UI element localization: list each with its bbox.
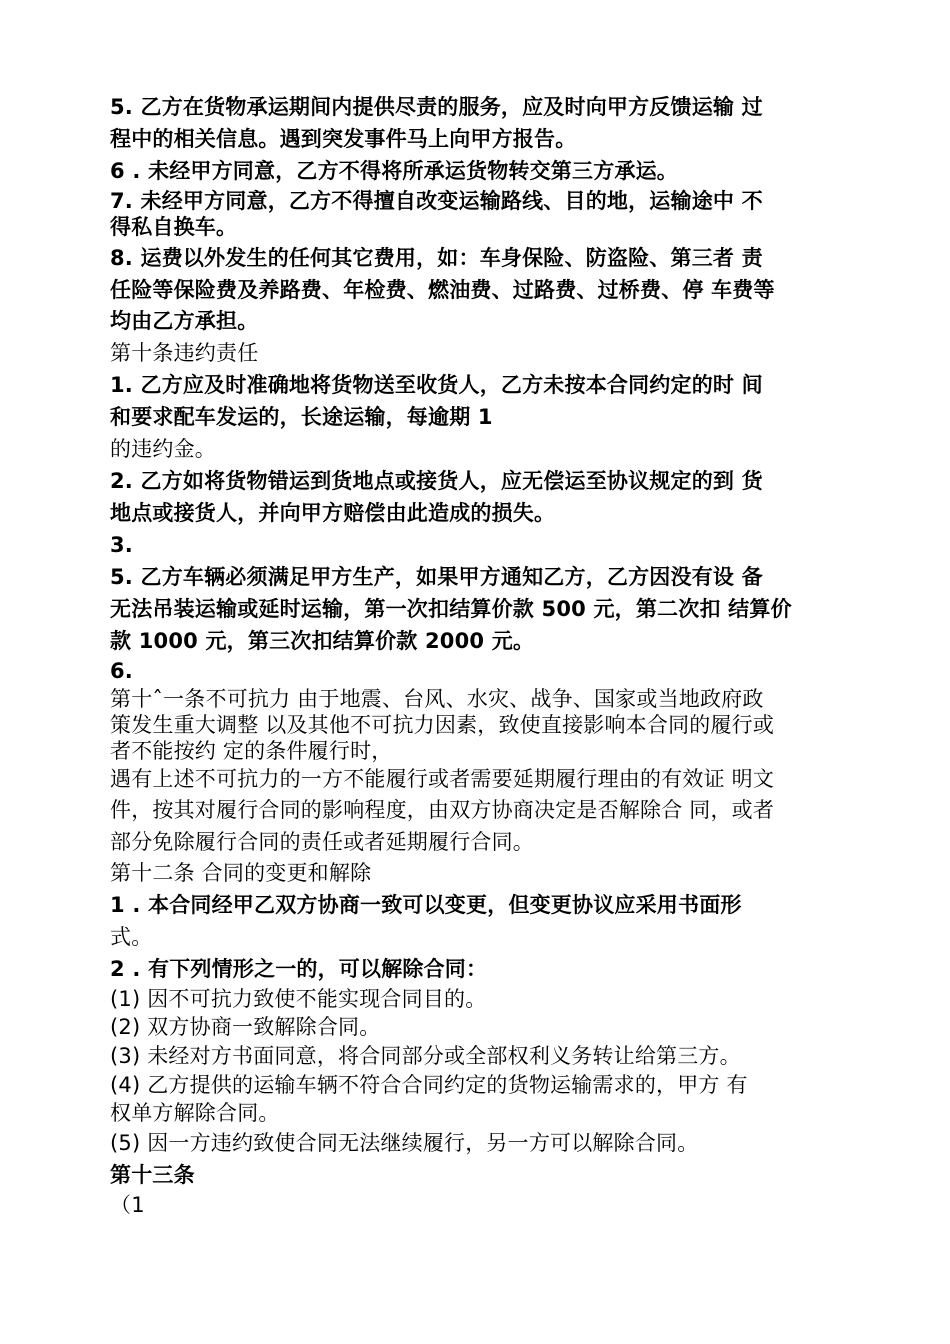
text-line: 策发生重大调整 以及其他不可抗力因素，致使直接影响本合同的履行或: [110, 713, 775, 737]
text-line: 6 . 未经甲方同意，乙方不得将所承运货物转交第三方承运。: [110, 159, 679, 183]
section-heading: 第十二条 合同的变更和解除: [110, 861, 372, 885]
list-item: (3) 未经对方书面同意，将合同部分或全部权利义务转让给第三方。: [110, 1044, 741, 1068]
text-line: 7. 未经甲方同意，乙方不得擅自改变运输路线、目的地，运输途中 不: [110, 189, 763, 213]
text-line: （1: [110, 1193, 145, 1217]
text-line: 3.: [110, 533, 133, 557]
text-line: 8. 运费以外发生的任何其它费用，如：车身保险、防盗险、第三者 责: [110, 246, 763, 270]
text-line: 和要求配车发运的，长途运输，每逾期 1: [110, 405, 493, 429]
text-line: 5. 乙方在货物承运期间内提供尽责的服务，应及时向甲方反馈运输 过: [110, 95, 763, 119]
text-line: 得私自换车。: [110, 215, 238, 239]
text-line: 地点或接货人，并向甲方赔偿由此造成的损失。: [110, 501, 556, 525]
text-line: 款 1000 元，第三次扣结算价款 2000 元。: [110, 629, 535, 653]
list-item: (1) 因不可抗力致使不能实现合同目的。: [110, 987, 487, 1011]
text-line: 1. 乙方应及时准确地将货物送至收货人，乙方未按本合同约定的时 间: [110, 373, 763, 397]
section-heading: 第十条违约责任: [110, 341, 259, 365]
text-line: 者不能按约 定的条件履行时，: [110, 739, 393, 763]
text-line: 2. 乙方如将货物错运到货地点或接货人，应无偿运至协议规定的到 货: [110, 469, 763, 493]
text-line: 部分免除履行合同的责任或者延期履行合同。: [110, 830, 534, 854]
text-line: 均由乙方承担。: [110, 309, 259, 333]
text-line: 的违约金。: [110, 437, 216, 461]
text-line: 件，按其对履行合同的影响程度，由双方协商决定是否解除合 同，或者: [110, 798, 775, 822]
text-line: 1 . 本合同经甲乙双方协商一致可以变更，但变更协议应采用书面形: [110, 893, 742, 917]
section-heading: 第十ˆ一条不可抗力 由于地震、台风、水灾、战争、国家或当地政府政: [110, 687, 764, 711]
list-item: (5) 因一方违约致使合同无法继续履行，另一方可以解除合同。: [110, 1131, 699, 1155]
list-item: (4) 乙方提供的运输车辆不符合合同约定的货物运输需求的，甲方 有: [110, 1073, 748, 1097]
text-line: 任险等保险费及养路费、年检费、燃油费、过路费、过桥费、停 车费等: [110, 278, 775, 302]
text-line: 无法吊装运输或延时运输，第一次扣结算价款 500 元，第二次扣 结算价: [110, 597, 792, 621]
text-line: 5. 乙方车辆必须满足甲方生产，如果甲方通知乙方，乙方因没有设 备: [110, 565, 763, 589]
text-line: 程中的相关信息。遇到突发事件马上向甲方报告。: [110, 127, 577, 151]
text-line: 6.: [110, 659, 133, 683]
text-line: 遇有上述不可抗力的一方不能履行或者需要延期履行理由的有效证 明文: [110, 767, 775, 791]
section-heading: 第十三条: [110, 1163, 195, 1187]
list-item: (2) 双方协商一致解除合同。: [110, 1015, 381, 1039]
text-line: 式。: [110, 925, 153, 949]
list-item: 权单方解除合同。: [110, 1101, 280, 1125]
text-line: 2 . 有下列情形之一的，可以解除合同：: [110, 957, 488, 981]
